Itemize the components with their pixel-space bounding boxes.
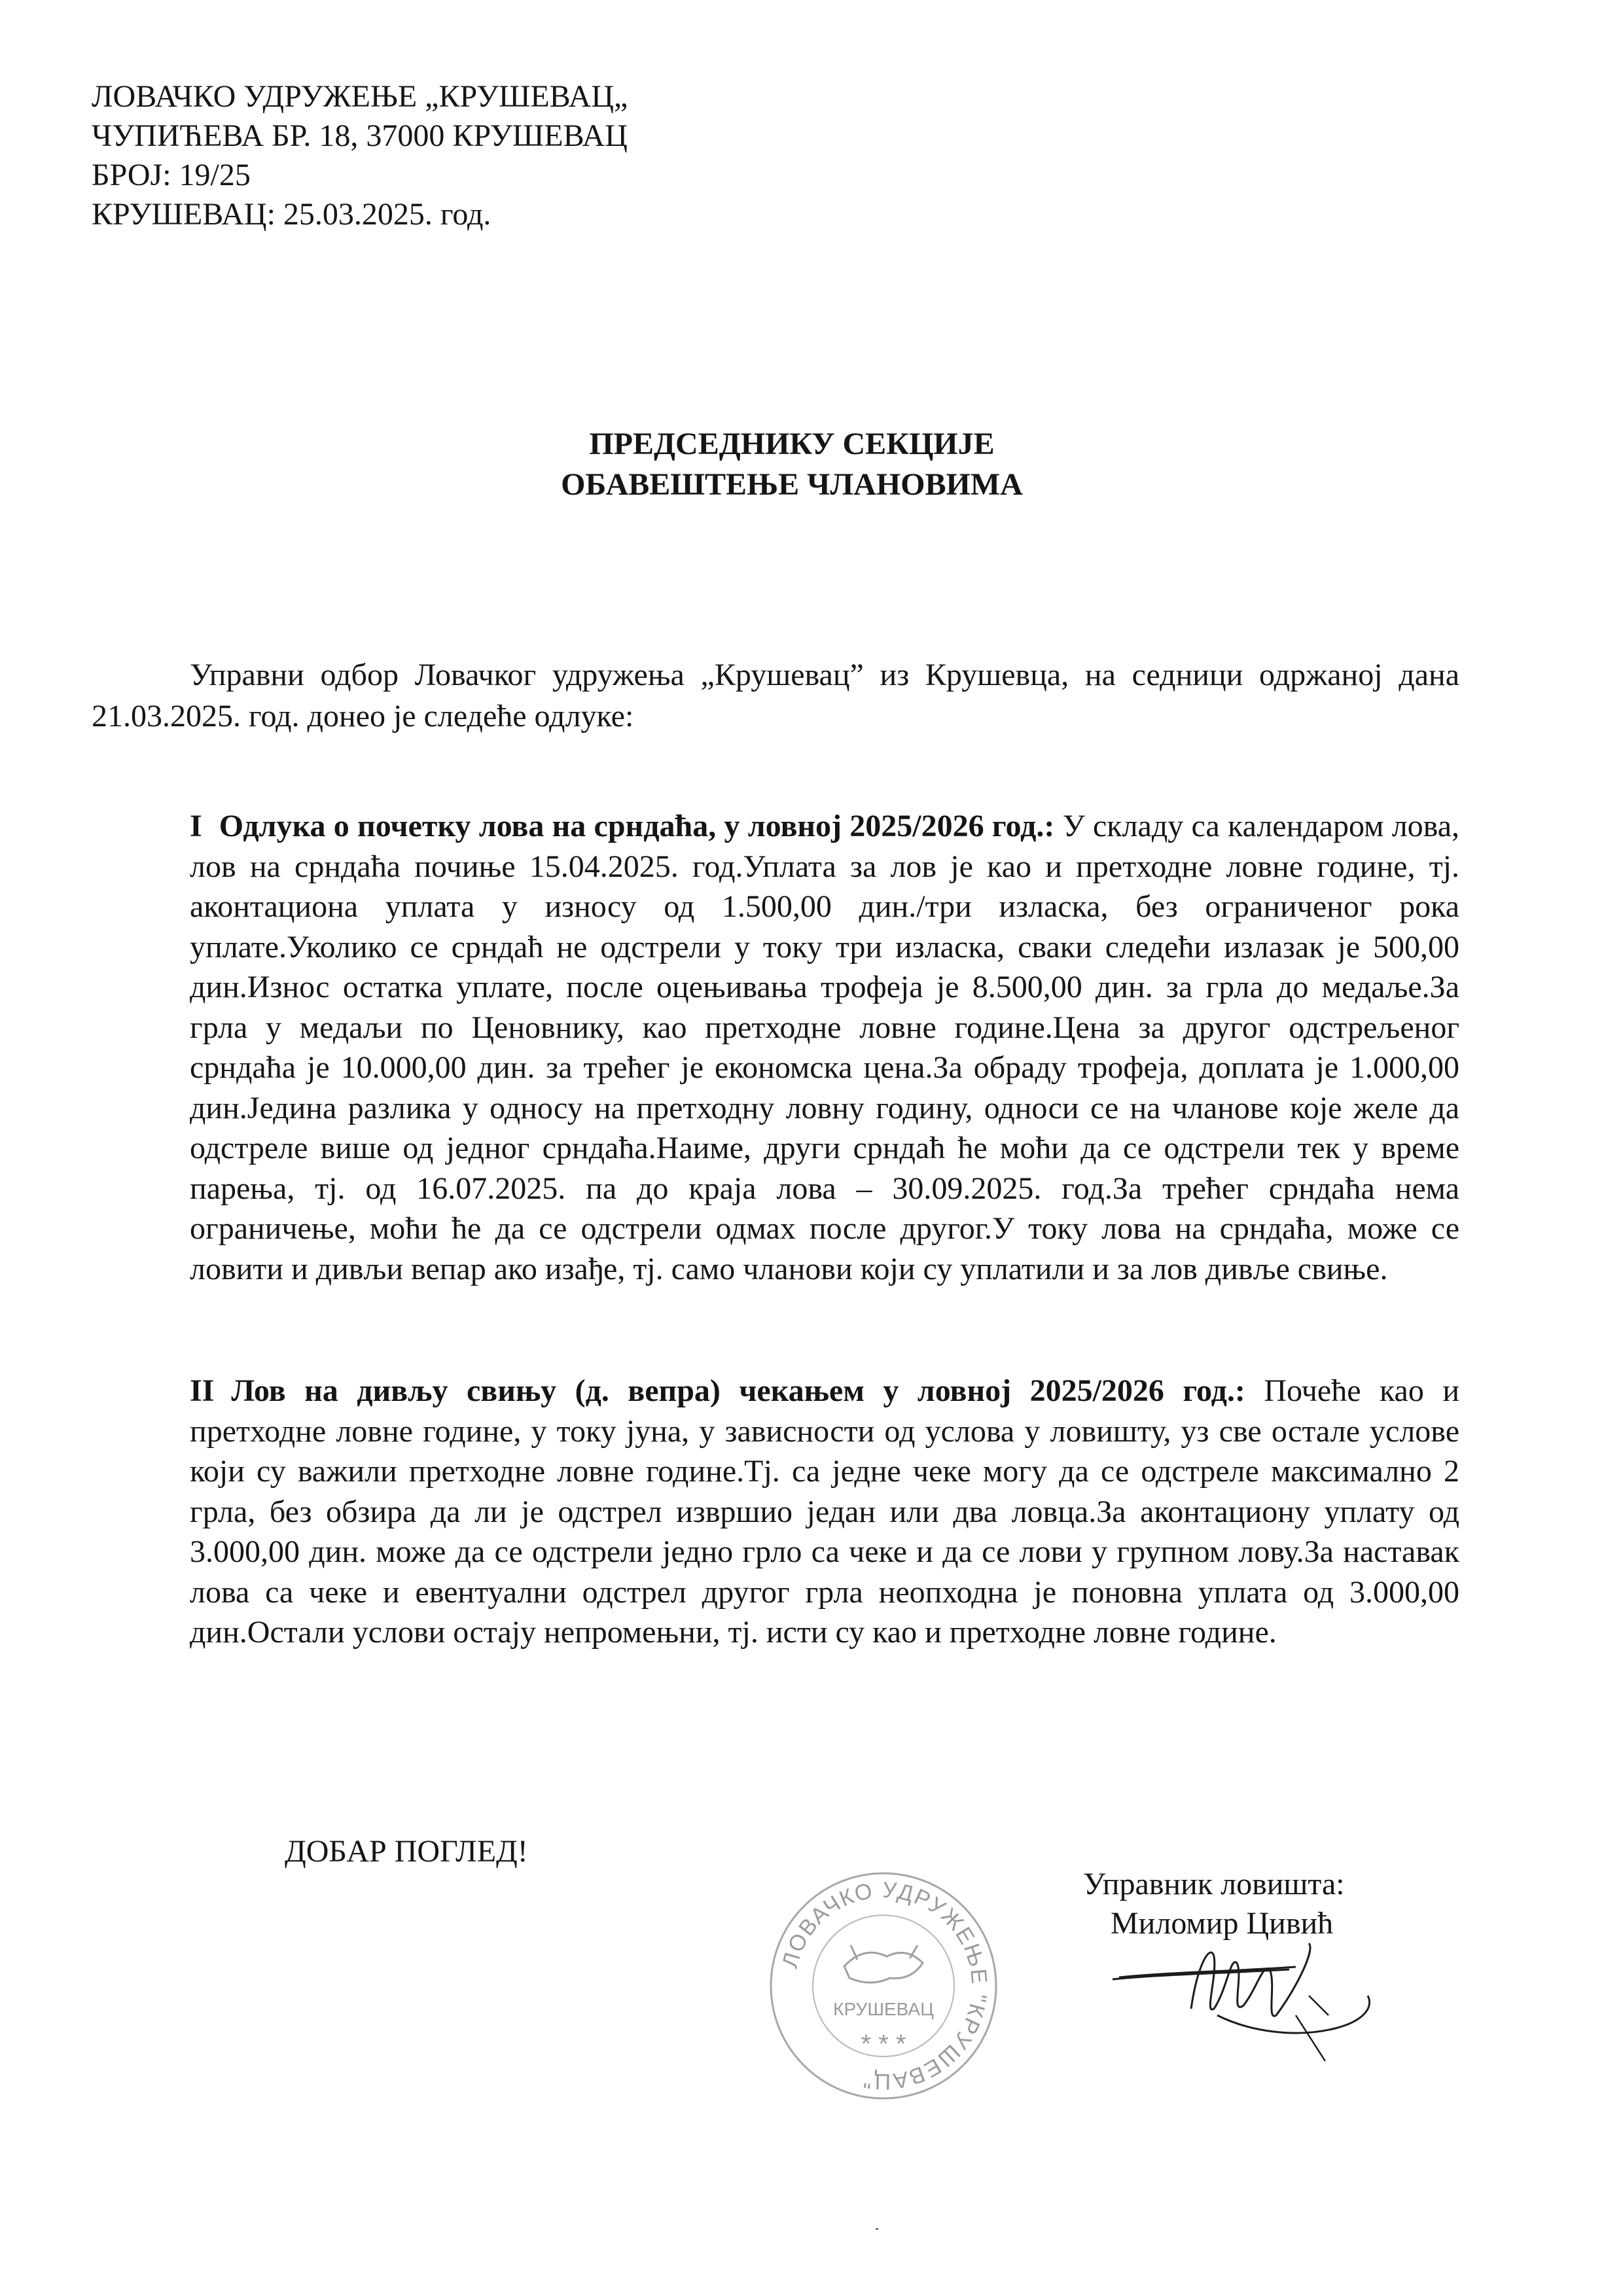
stamp-emblem xyxy=(844,1945,923,1983)
stamp-center-text: КРУШЕВАЦ xyxy=(833,1999,934,2019)
section-heading: Одлука о почетку лова на срндаћа, у ловној 2025/2026 год.: xyxy=(219,809,1055,843)
handwritten-signature xyxy=(1099,1917,1387,2068)
stamp-ring-text: ЛОВАЧКО УДРУЖЕЊЕ "КРУШЕВАЦ" xyxy=(777,1877,992,2094)
intro-paragraph xyxy=(92,654,1459,737)
organization-name: ЛОВАЧКО УДРУЖЕЊЕ „КРУШЕВАЦ„ xyxy=(92,79,628,114)
document-title-line-2: ОБАВЕШТЕЊЕ ЧЛАНОВИМА xyxy=(561,467,1023,502)
section-text: У складу са календаром лова, лов на срндаћа почиње 15.04.2025. год.Уплата за лов је као и претходне ловне године, тј. аконтациона уплата у износу од 1.500,00 дин./три изласка, без ограниченог рока уплате.Уколико се срндаћ не одстрели у току три изласка, сваки следећи излазак је 500,00 дин.Износ остатка уплате, после оцењивања трофеја је 8.500,00 дин. за грла до медаље.За грла у медаљи по Ценовнику, као претходне ловне године.Цена за другог одстрељеног срндаћа је 10.000,00 дин. за трећег је економска цена.За обраду трофеја, доплата је 1.000,00 дин.Једина разлика у односу на претходну ловну годину, односи се на чланове које желе да одстреле више од једног срндаћа.Наиме, други срндаћ ће моћи да се одстрели тек у време парења, тј. од 16.07.2025. па до краја лова – 30.09.2025. год.За трећег срндаћа нема ограничење, моћи ће да се одстрели одмах после другог.У току лова на срндаћа, може се ловити и дивљи вепар ако изађе, тј. само чланови који су уплатили и за лов дивље свиње. xyxy=(190,809,1460,1286)
section-numeral: I xyxy=(190,809,202,843)
letterhead xyxy=(92,77,628,234)
organization-address: ЧУПИЋЕВА БР. 18, 37000 КРУШЕВАЦ xyxy=(92,118,628,153)
scan-speck xyxy=(876,2228,878,2230)
document-title-line-1: ПРЕДСЕДНИКУ СЕКЦИЈЕ xyxy=(589,427,995,461)
place-and-date: КРУШЕВАЦ: 25.03.2025. год. xyxy=(92,197,491,232)
signatory-name: Миломир Цивић xyxy=(1111,1906,1334,1941)
svg-text:ЛОВАЧКО УДРУЖЕЊЕ "КРУШЕВАЦ" xyxy=(777,1878,991,2094)
organization-stamp xyxy=(766,1868,1001,2104)
section-numeral: II xyxy=(190,1373,215,1408)
signatory-role: Управник ловишта: xyxy=(1083,1867,1345,1901)
closing-greeting: ДОБАР ПОГЛЕД! xyxy=(285,1834,528,1869)
section-text: Почеће као и претходне ловне године, у току јуна, у зависности од услова у ловишту, уз све остале услове који су важили претходне ловне године.Тј. са једне чеке могу да се одстреле максимално 2 грла, без обзира да ли је одстрел извршио један или два ловца.За аконтациону уплату од 3.000,00 дин. може да се одстрели једно грло са чеке и да се лови у групном лову.За наставак лова са чеке и евентуални одстрел другог грла неопходна је поновна уплата од 3.000,00 дин.Остали услови остају непромењни, тј. исти су као и претходне ловне године. xyxy=(190,1373,1460,1650)
intro-text: Управни одбор Ловачког удружења „Крушевац” из Крушевца, на седници одржаној дана 21.03.2025. год. донео је следеће одлуке: xyxy=(92,658,1459,733)
decision-section-1 xyxy=(190,806,1459,1289)
section-heading: Лов на дивљу свињу (д. вепра) чекањем у ловној 2025/2026 год.: xyxy=(231,1373,1245,1408)
document-number: БРОЈ: 19/25 xyxy=(92,158,251,192)
decision-section-2 xyxy=(190,1371,1459,1653)
stamp-stars: * * * xyxy=(861,2030,906,2058)
